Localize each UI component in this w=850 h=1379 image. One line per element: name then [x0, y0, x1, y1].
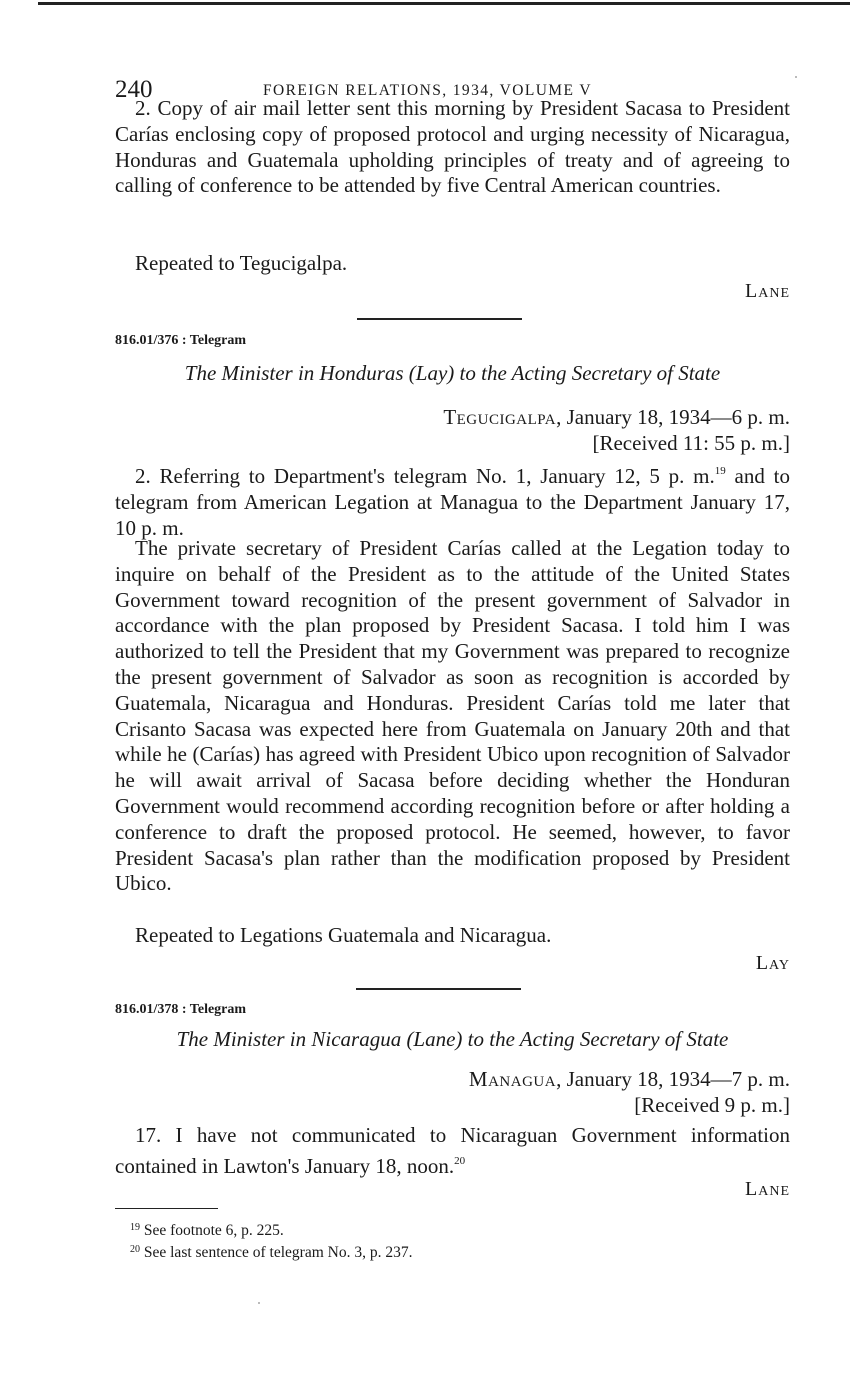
doc3-file-reference: 816.01/378 : Telegram — [115, 1002, 247, 1017]
doc3-received: [Received 9 p. m.] — [634, 1092, 790, 1117]
doc2-paragraph-2: The private secretary of President Carías called at the Legation today to inquire on behalf of the President as to the attitude of the United States Government toward recognition of the present government of Salvador in accordance with the plan proposed by President Sacasa. I told him I was authorized to tell the President that my Government was prepared to recognize the present government of Salvador as soon as recognition is accorded by Guatemala, Nicaragua and Honduras. President Carías told me later that Crisanto Sacasa was expected here from Guatemala on January 20th and that while he (Carías) has agreed with President Ubico upon recognition of Salvador he will await arrival of Sacasa before deciding whether the Honduran Government would recommend according recognition before or after holding a conference to draft the proposed protocol. He seemed, however, to favor President Sacasa's plan rather than the modification proposed by President Ubico. — [115, 536, 790, 896]
doc3-paragraph-1-text: 17. I have not communicated to Nicaraguan Government information contained in Lawton's January 18, noon. — [115, 1123, 790, 1178]
doc2-paragraph-1-rest: and to telegram from American Legation at Managua to the Department January 17, 10 p. m. — [115, 464, 790, 540]
doc2-paragraph-1-text: 2. Referring to Department's telegram No. 1, January 12, 5 p. m. — [135, 464, 715, 488]
doc3-date: , January 18, 1934—7 p. m. — [556, 1067, 790, 1091]
scan-speck — [795, 76, 797, 78]
doc2-title: The Minister in Honduras (Lay) to the Acting Secretary of State — [184, 361, 721, 385]
doc3-signature: Lane — [745, 1178, 790, 1200]
footnotes — [130, 1218, 412, 1262]
section-divider-2 — [356, 988, 521, 990]
footnote-rule — [115, 1208, 218, 1209]
doc2-place: Tegucigalpa — [443, 405, 557, 429]
footnote-mark: 19 — [130, 1222, 140, 1233]
footnote-mark: 20 — [130, 1244, 140, 1255]
scan-speck — [258, 1302, 260, 1304]
footnote-19 — [130, 1218, 412, 1240]
doc2-paragraph-3: Repeated to Legations Guatemala and Nicaragua. — [135, 923, 552, 947]
doc3-place: Managua — [468, 1067, 557, 1091]
section-divider-1 — [357, 318, 522, 320]
footnote-20 — [130, 1240, 412, 1262]
footnote-ref-20: 20 — [454, 1154, 466, 1167]
doc2-dateline — [443, 405, 790, 457]
doc2-paragraph-1 — [115, 459, 790, 541]
footnote-text: See last sentence of telegram No. 3, p. 237. — [140, 1244, 413, 1261]
doc2-file-reference: 816.01/376 : Telegram — [115, 333, 247, 348]
running-head: FOREIGN RELATIONS, 1934, VOLUME V — [263, 82, 592, 99]
top-border-rule — [38, 2, 850, 5]
doc3-dateline — [469, 1067, 790, 1119]
doc3-title: The Minister in Nicaragua (Lane) to the Acting Secretary of State — [176, 1027, 729, 1051]
doc1-paragraph-1: 2. Copy of air mail letter sent this morning by President Sacasa to President Carías enclosing copy of proposed protocol and urging necessity of Nicaragua, Honduras and Guatemala upholding principles of treaty and of agreeing to calling of conference to be attended by five Central American countries. — [115, 96, 790, 198]
doc2-received: [Received 11: 55 p. m.] — [592, 430, 790, 455]
doc2-signature: Lay — [755, 952, 790, 974]
doc2-date: , January 18, 1934—6 p. m. — [556, 405, 790, 429]
doc1-paragraph-2: Repeated to Tegucigalpa. — [135, 251, 348, 275]
doc3-paragraph-1 — [115, 1123, 790, 1180]
page-number: 240 — [115, 76, 153, 103]
footnote-text: See footnote 6, p. 225. — [140, 1222, 284, 1239]
footnote-ref-19: 19 — [714, 465, 726, 477]
doc1-signature: Lane — [745, 280, 790, 302]
